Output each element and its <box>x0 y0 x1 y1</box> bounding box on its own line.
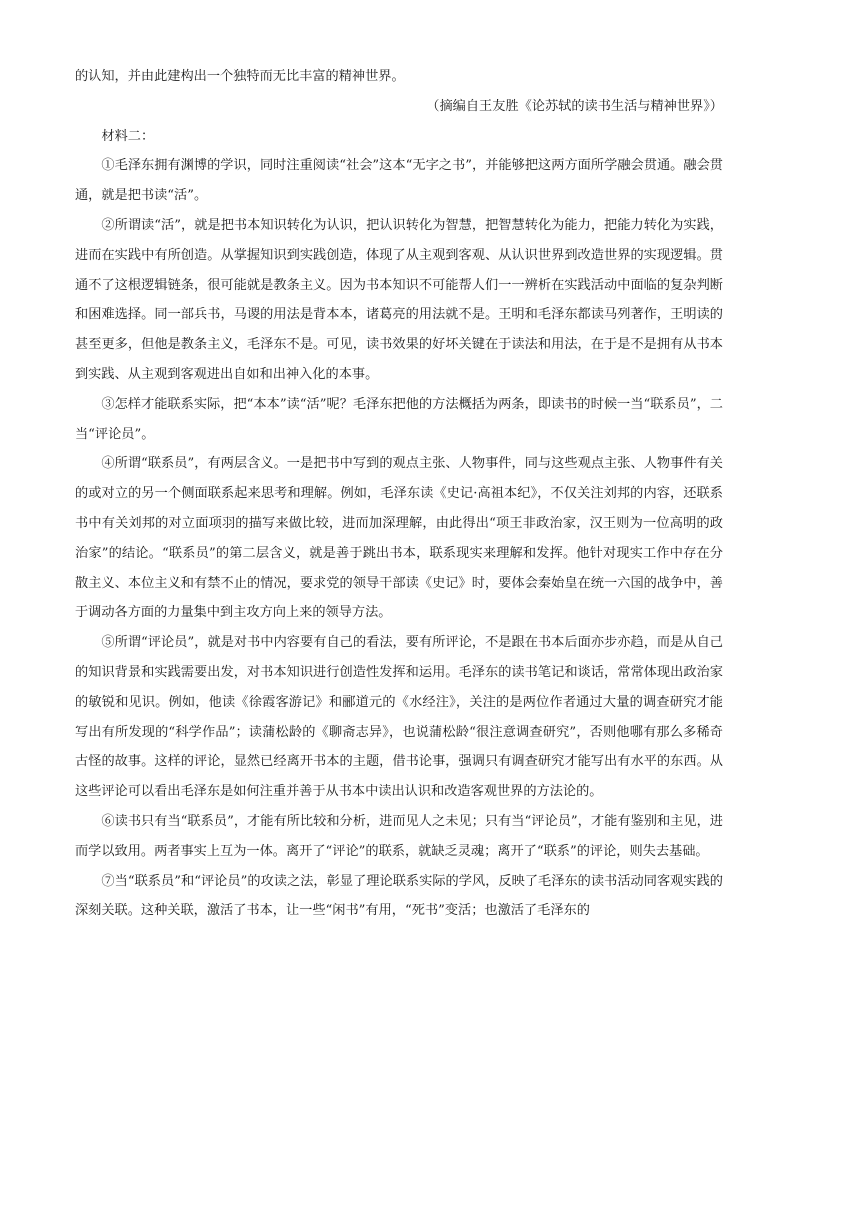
paragraph-4: ④所谓“联系员”，有两层含义。一是把书中写到的观点主张、人物事件，同与这些观点主张、人物事件有关的或对立的另一个侧面联系起来思考和理解。例如，毛泽东读《史记·高祖本纪》，不仅关注刘邦的内容，还联系书中有关刘邦的对立面项羽的描写来做比较，进而加深理解，由此得出“项王非政治家，汉王则为一位高明的政治家”的结论。“联系员”的第二层含义，就是善于跳出书本，联系现实来理解和发挥。他针对现实工作中存在分散主义、本位主义和有禁不止的情况，要求党的领导干部读《史记》时，要体会秦始皇在统一六国的战争中，善于调动各方面的力量集中到主攻方向上来的领导方法。 <box>75 456 723 621</box>
paragraph-5: ⑤所谓“评论员”，就是对书中内容要有自己的看法，要有所评论，不是跟在书本后面亦步亦趋，而是从自己的知识背景和实践需要出发，对书本知识进行创造性发挥和运用。毛泽东的读书笔记和谈话，常常体现出政治家的敏锐和见识。例如，他读《徐霞客游记》和郦道元的《水经注》，关注的是两位作者通过大量的调查研究才能写出有所发现的“科学作品”；读蒲松龄的《聊斋志异》，也说蒲松龄“很注意调查研究”，否则他哪有那么多稀奇古怪的故事。这样的评论，显然已经离开书本的主题，借书论事，强调只有调查研究才能写出有水平的东西。从这些评论可以看出毛泽东是如何注重并善于从书本中读出认识和改造客观世界的方法论的。 <box>75 635 723 800</box>
paragraph-6: ⑥读书只有当“联系员”，才能有所比较和分析，进而见人之未见；只有当“评论员”，才能有鉴别和主见，进而学以致用。两者事实上互为一体。离开了“评论”的联系，就缺乏灵魂；离开了“联系”的评论，则失去基础。 <box>75 813 723 859</box>
document-page <box>75 62 723 926</box>
paragraph-3: ③怎样才能联系实际，把“本本”读“活”呢？毛泽东把他的方法概括为两条，即读书的时候一当“联系员”，二当“评论员”。 <box>75 396 723 442</box>
paragraph-1: ①毛泽东拥有渊博的学识，同时注重阅读“社会”这本“无字之书”，并能够把这两方面所学融会贯通。融会贯通，就是把书读“活”。 <box>75 158 723 204</box>
continuation-line: 的认知，并由此建构出一个独特而无比丰富的精神世界。 <box>75 69 405 84</box>
material-heading: 材料二： <box>101 128 155 144</box>
paragraph-7: ⑦当“联系员”和“评论员”的攻读之法，彰显了理论联系实际的学风，反映了毛泽东的读书活动同客观实践的深刻关联。这种关联，激活了书本，让一些“闲书”有用，“死书”变活；也激活了毛泽东的 <box>75 873 723 919</box>
source-citation: （摘编自王友胜《论苏轼的读书生活与精神世界》） <box>426 98 723 114</box>
paragraph-2: ②所谓读“活”，就是把书本知识转化为认识，把认识转化为智慧，把智慧转化为能力，把能力转化为实践，进而在实践中有所创造。从掌握知识到实践创造，体现了从主观到客观、从认识世界到改造世界的实现逻辑。贯通不了这根逻辑链条，很可能就是教条主义。因为书本知识不可能帮人们一一辨析在实践活动中面临的复杂判断和困难选择。同一部兵书，马谡的用法是背本本，诸葛亮的用法就不是。王明和毛泽东都读马列著作，王明读的甚至更多，但他是教条主义，毛泽东不是。可见，读书效果的好坏关键在于读法和用法，在于是不是拥有从书本到实践、从主观到客观进出自如和出神入化的本事。 <box>75 217 723 382</box>
